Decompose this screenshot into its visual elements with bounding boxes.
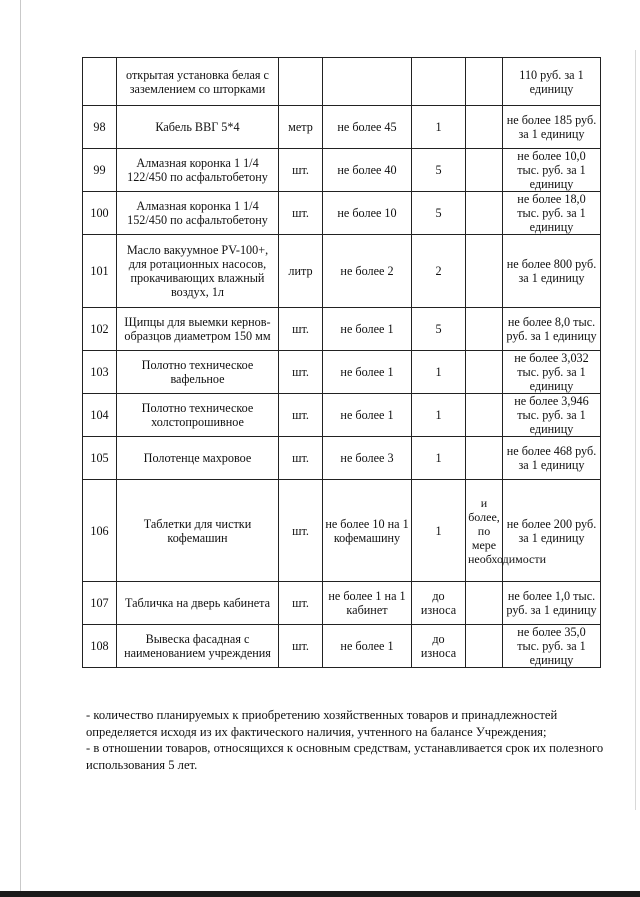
- item-norm: не более 1: [323, 351, 412, 394]
- scan-bottom-bar: [0, 891, 640, 897]
- item-qty: 2: [412, 235, 466, 308]
- item-name: Кабель ВВГ 5*4: [117, 106, 279, 149]
- table-row: [83, 308, 601, 351]
- item-qty: 1: [412, 437, 466, 480]
- item-term: [466, 394, 503, 437]
- row-number: 100: [83, 192, 117, 235]
- item-price: не более 800 руб. за 1 единицу: [503, 235, 601, 308]
- row-number: 101: [83, 235, 117, 308]
- item-unit: метр: [279, 106, 323, 149]
- item-price: не более 468 руб. за 1 единицу: [503, 437, 601, 480]
- footnotes: [86, 707, 606, 773]
- item-unit: шт.: [279, 437, 323, 480]
- item-unit: шт.: [279, 308, 323, 351]
- item-term: [466, 351, 503, 394]
- item-term: [466, 149, 503, 192]
- item-unit: шт.: [279, 351, 323, 394]
- item-unit: шт.: [279, 582, 323, 625]
- table-row: [83, 394, 601, 437]
- item-price: не более 35,0 тыс. руб. за 1 единицу: [503, 625, 601, 668]
- item-norm: не более 3: [323, 437, 412, 480]
- item-qty: до износа: [412, 582, 466, 625]
- row-number: 105: [83, 437, 117, 480]
- item-qty: 5: [412, 192, 466, 235]
- scan-left-edge: [20, 0, 21, 897]
- item-unit: шт.: [279, 149, 323, 192]
- item-name: Полотенце махровое: [117, 437, 279, 480]
- item-qty: 1: [412, 351, 466, 394]
- item-unit: шт.: [279, 480, 323, 582]
- item-norm: не более 2: [323, 235, 412, 308]
- row-number: [83, 58, 117, 106]
- goods-norms-table: [82, 57, 601, 668]
- table-row: [83, 480, 601, 582]
- row-number: 106: [83, 480, 117, 582]
- item-qty: 1: [412, 106, 466, 149]
- item-name: Табличка на дверь кабинета: [117, 582, 279, 625]
- item-norm: не более 10 на 1 кофемашину: [323, 480, 412, 582]
- row-number: 102: [83, 308, 117, 351]
- item-norm: не более 10: [323, 192, 412, 235]
- item-norm: не более 1: [323, 394, 412, 437]
- row-number: 108: [83, 625, 117, 668]
- item-qty: 5: [412, 308, 466, 351]
- item-norm: не более 1: [323, 625, 412, 668]
- item-price: не более 200 руб. за 1 единицу: [503, 480, 601, 582]
- item-qty: до износа: [412, 625, 466, 668]
- item-name: Полотно техническое холстопрошивное: [117, 394, 279, 437]
- item-unit: шт.: [279, 192, 323, 235]
- table-row: [83, 582, 601, 625]
- footnote-useful-life: - в отношении товаров, относящихся к основным средствам, устанавливается срок их полезного использования 5 лет.: [86, 741, 604, 772]
- item-name: Вывеска фасадная с наименованием учреждения: [117, 625, 279, 668]
- item-price: не более 8,0 тыс. руб. за 1 единицу: [503, 308, 601, 351]
- row-number: 104: [83, 394, 117, 437]
- table-row: [83, 437, 601, 480]
- item-price: 110 руб. за 1 единицу: [503, 58, 601, 106]
- table-row: [83, 58, 601, 106]
- item-norm: не более 40: [323, 149, 412, 192]
- item-price: не более 3,032 тыс. руб. за 1 единицу: [503, 351, 601, 394]
- item-norm: [323, 58, 412, 106]
- item-qty: 1: [412, 394, 466, 437]
- table-row: [83, 351, 601, 394]
- item-name: открытая установка белая с заземлением со шторками: [117, 58, 279, 106]
- row-number: 103: [83, 351, 117, 394]
- item-qty: 1: [412, 480, 466, 582]
- item-norm: не более 45: [323, 106, 412, 149]
- item-term: [466, 308, 503, 351]
- item-term: [466, 437, 503, 480]
- table-row: [83, 625, 601, 668]
- item-term: [466, 106, 503, 149]
- item-qty: [412, 58, 466, 106]
- row-number: 98: [83, 106, 117, 149]
- item-term: и более, по мере необходимости: [466, 480, 503, 582]
- item-norm: не более 1 на 1 кабинет: [323, 582, 412, 625]
- item-price: не более 18,0 тыс. руб. за 1 единицу: [503, 192, 601, 235]
- footnote-quantity: - количество планируемых к приобретению хозяйственных товаров и принадлежностей определяется исходя из их фактического наличия, учтенного на балансе Учреждения;: [86, 708, 558, 739]
- item-price: не более 185 руб. за 1 единицу: [503, 106, 601, 149]
- item-name: Таблетки для чистки кофемашин: [117, 480, 279, 582]
- item-price: не более 10,0 тыс. руб. за 1 единицу: [503, 149, 601, 192]
- item-unit: шт.: [279, 625, 323, 668]
- table-row: [83, 106, 601, 149]
- table-row: [83, 235, 601, 308]
- item-term: [466, 625, 503, 668]
- item-name: Алмазная коронка 1 1/4 122/450 по асфальтобетону: [117, 149, 279, 192]
- item-norm: не более 1: [323, 308, 412, 351]
- item-term: [466, 58, 503, 106]
- row-number: 107: [83, 582, 117, 625]
- table-row: [83, 149, 601, 192]
- table-row: [83, 192, 601, 235]
- item-name: Масло вакуумное PV-100+, для ротационных насосов, прокачивающих влажный воздух, 1л: [117, 235, 279, 308]
- item-unit: литр: [279, 235, 323, 308]
- item-unit: шт.: [279, 394, 323, 437]
- item-term: [466, 582, 503, 625]
- item-name: Щипцы для выемки кернов-образцов диаметром 150 мм: [117, 308, 279, 351]
- row-number: 99: [83, 149, 117, 192]
- item-unit: [279, 58, 323, 106]
- item-name: Полотно техническое вафельное: [117, 351, 279, 394]
- item-price: не более 1,0 тыс. руб. за 1 единицу: [503, 582, 601, 625]
- item-term: [466, 235, 503, 308]
- item-price: не более 3,946 тыс. руб. за 1 единицу: [503, 394, 601, 437]
- scan-right-edge: [635, 50, 636, 810]
- item-term: [466, 192, 503, 235]
- item-qty: 5: [412, 149, 466, 192]
- item-name: Алмазная коронка 1 1/4 152/450 по асфальтобетону: [117, 192, 279, 235]
